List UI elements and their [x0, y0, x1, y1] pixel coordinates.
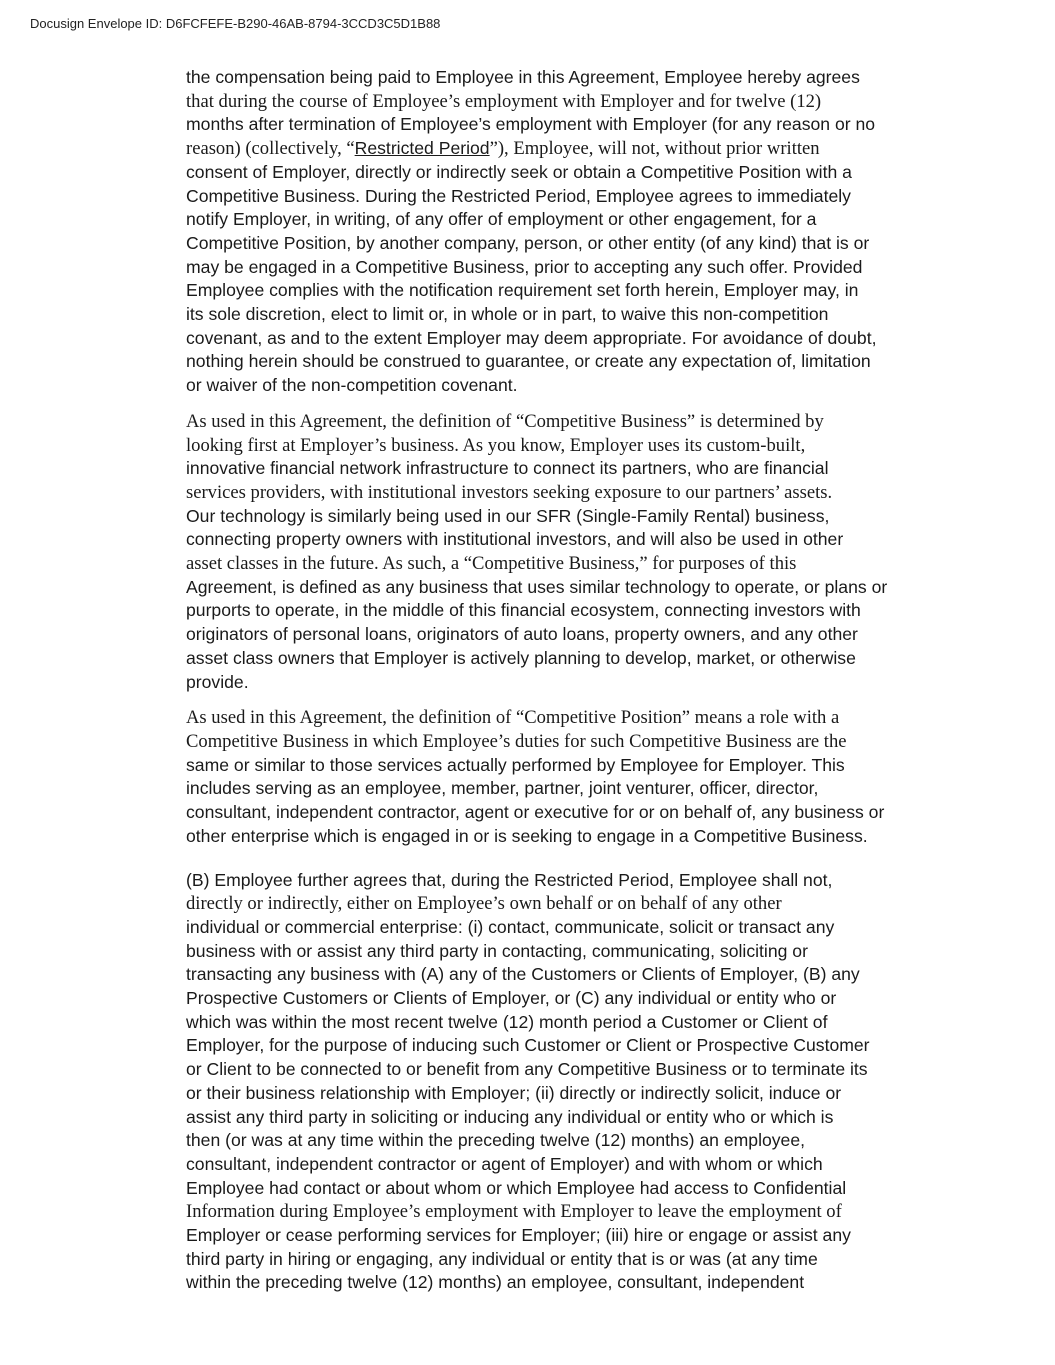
text-line: third party in hiring or engaging, any individual or entity that is or was (at any time	[186, 1248, 818, 1269]
text-line: may be engaged in a Competitive Business, prior to accepting any such offer. Provided	[186, 256, 863, 277]
text-segment: ”), Employee, will not, without prior written	[489, 138, 820, 160]
text-line: Employer, for the purpose of inducing such Customer or Client or Prospective Customer	[186, 1035, 870, 1056]
text-line: asset classes in the future. As such, a “Competitive Business,” for purposes of this	[186, 553, 797, 575]
text-line: covenant, as and to the extent Employer may deem appropriate. For avoidance of doubt,	[186, 327, 877, 348]
text-line: assist any third party in soliciting or inducing any individual or entity who or which is	[186, 1106, 834, 1127]
text-line: services providers, with institutional investors seeking exposure to our partners’ assets.	[186, 481, 833, 503]
text-line: individual or commercial enterprise: (i) contact, communicate, solicit or transact any	[186, 916, 835, 937]
text-line: As used in this Agreement, the definition of “Competitive Position” means a role with a	[186, 707, 840, 729]
text-line: originators of personal loans, originators of auto loans, property owners, and any other	[186, 624, 858, 645]
text-line: which was within the most recent twelve (12) month period a Customer or Client of	[186, 1011, 828, 1032]
text-line: other enterprise which is engaged in or is seeking to engage in a Competitive Business.	[186, 825, 868, 846]
text-line: business with or assist any third party in contacting, communicating, soliciting or	[186, 940, 808, 961]
text-line: or waiver of the non-competition covenant.	[186, 375, 518, 396]
text-line: Prospective Customers or Clients of Employer, or (C) any individual or entity who or	[186, 988, 837, 1009]
text-line: Competitive Business. During the Restricted Period, Employee agrees to immediately	[186, 185, 851, 206]
text-line: that during the course of Employee’s employment with Employer and for twelve (12)	[186, 90, 822, 112]
text-line: then (or was at any time within the preceding twelve (12) months) an employee,	[186, 1130, 806, 1151]
text-line: Employee had contact or about whom or which Employee had access to Confidential	[186, 1177, 847, 1198]
text-line: or their business relationship with Employer; (ii) directly or indirectly solicit, induce or	[186, 1082, 842, 1103]
text-line: asset class owners that Employer is actively planning to develop, market, or otherwise	[186, 647, 856, 668]
text-line: includes serving as an employee, member, partner, joint venturer, officer, director,	[186, 778, 819, 799]
text-line: Competitive Position, by another company, person, or other entity (of any kind) that is or	[186, 232, 870, 253]
text-line: consent of Employer, directly or indirectly seek or obtain a Competitive Position with a	[186, 161, 852, 182]
text-line: As used in this Agreement, the definition of “Competitive Business” is determined by	[186, 410, 824, 432]
text-line: connecting property owners with institutional investors, and will also be used in other	[186, 529, 844, 550]
restricted-period-term: Restricted Period	[354, 138, 490, 159]
text-line: looking first at Employer’s business. As you know, Employer uses its custom-built,	[186, 434, 806, 456]
text-line: purports to operate, in the middle of this financial ecosystem, connecting investors with	[186, 600, 861, 621]
paragraph-non-solicitation	[186, 869, 938, 1296]
text-line: (B) Employee further agrees that, during the Restricted Period, Employee shall not,	[186, 869, 833, 890]
text-line: consultant, independent contractor or agent of Employer) and with whom or which	[186, 1153, 823, 1174]
text-line: or Client to be connected to or benefit from any Competitive Business or to terminate its	[186, 1059, 868, 1080]
text-line: nothing herein should be construed to guarantee, or create any expectation of, limitation	[186, 351, 871, 372]
paragraph-non-competition	[186, 66, 938, 398]
paragraph-competitive-business	[186, 410, 938, 694]
text-line: the compensation being paid to Employee in this Agreement, Employee hereby agrees	[186, 67, 860, 87]
text-line: Information during Employee’s employment with Employer to leave the employment of	[186, 1201, 842, 1223]
text-line: Employee complies with the notification requirement set forth herein, Employer may, in	[186, 280, 859, 301]
text-line: same or similar to those services actually performed by Employee for Employer. This	[186, 754, 845, 775]
text-line: Agreement, is defined as any business that uses similar technology to operate, or plans or	[186, 576, 888, 597]
text-line: innovative financial network infrastructure to connect its partners, who are financial	[186, 458, 829, 479]
text-line: Our technology is similarly being used in our SFR (Single-Family Rental) business,	[186, 505, 830, 526]
text-segment: reason) (collectively, “	[186, 138, 355, 160]
text-line: Employer or cease performing services for Employer; (iii) hire or engage or assist any	[186, 1225, 851, 1246]
paragraph-competitive-position	[186, 706, 938, 848]
text-line: within the preceding twelve (12) months) an employee, consultant, independent	[186, 1272, 805, 1293]
document-body	[186, 66, 938, 1307]
text-line: its sole discretion, elect to limit or, in whole or in part, to waive this non-competition	[186, 304, 829, 325]
text-line: consultant, independent contractor, agent or executive for or on behalf of, any business or	[186, 802, 885, 823]
envelope-id-header: Docusign Envelope ID: D6FCFEFE-B290-46AB-8794-3CCD3C5D1B88	[30, 16, 441, 31]
text-line: directly or indirectly, either on Employee’s own behalf or on behalf of any other	[186, 893, 782, 915]
text-line: provide.	[186, 671, 249, 692]
text-line	[186, 137, 938, 161]
text-line: Competitive Business in which Employee’s duties for such Competitive Business are the	[186, 730, 847, 752]
text-line: notify Employer, in writing, of any offer of employment or other engagement, for a	[186, 209, 817, 230]
text-line: transacting any business with (A) any of the Customers or Clients of Employer, (B) any	[186, 964, 860, 985]
text-line: months after termination of Employee’s employment with Employer (for any reason or no	[186, 114, 876, 135]
